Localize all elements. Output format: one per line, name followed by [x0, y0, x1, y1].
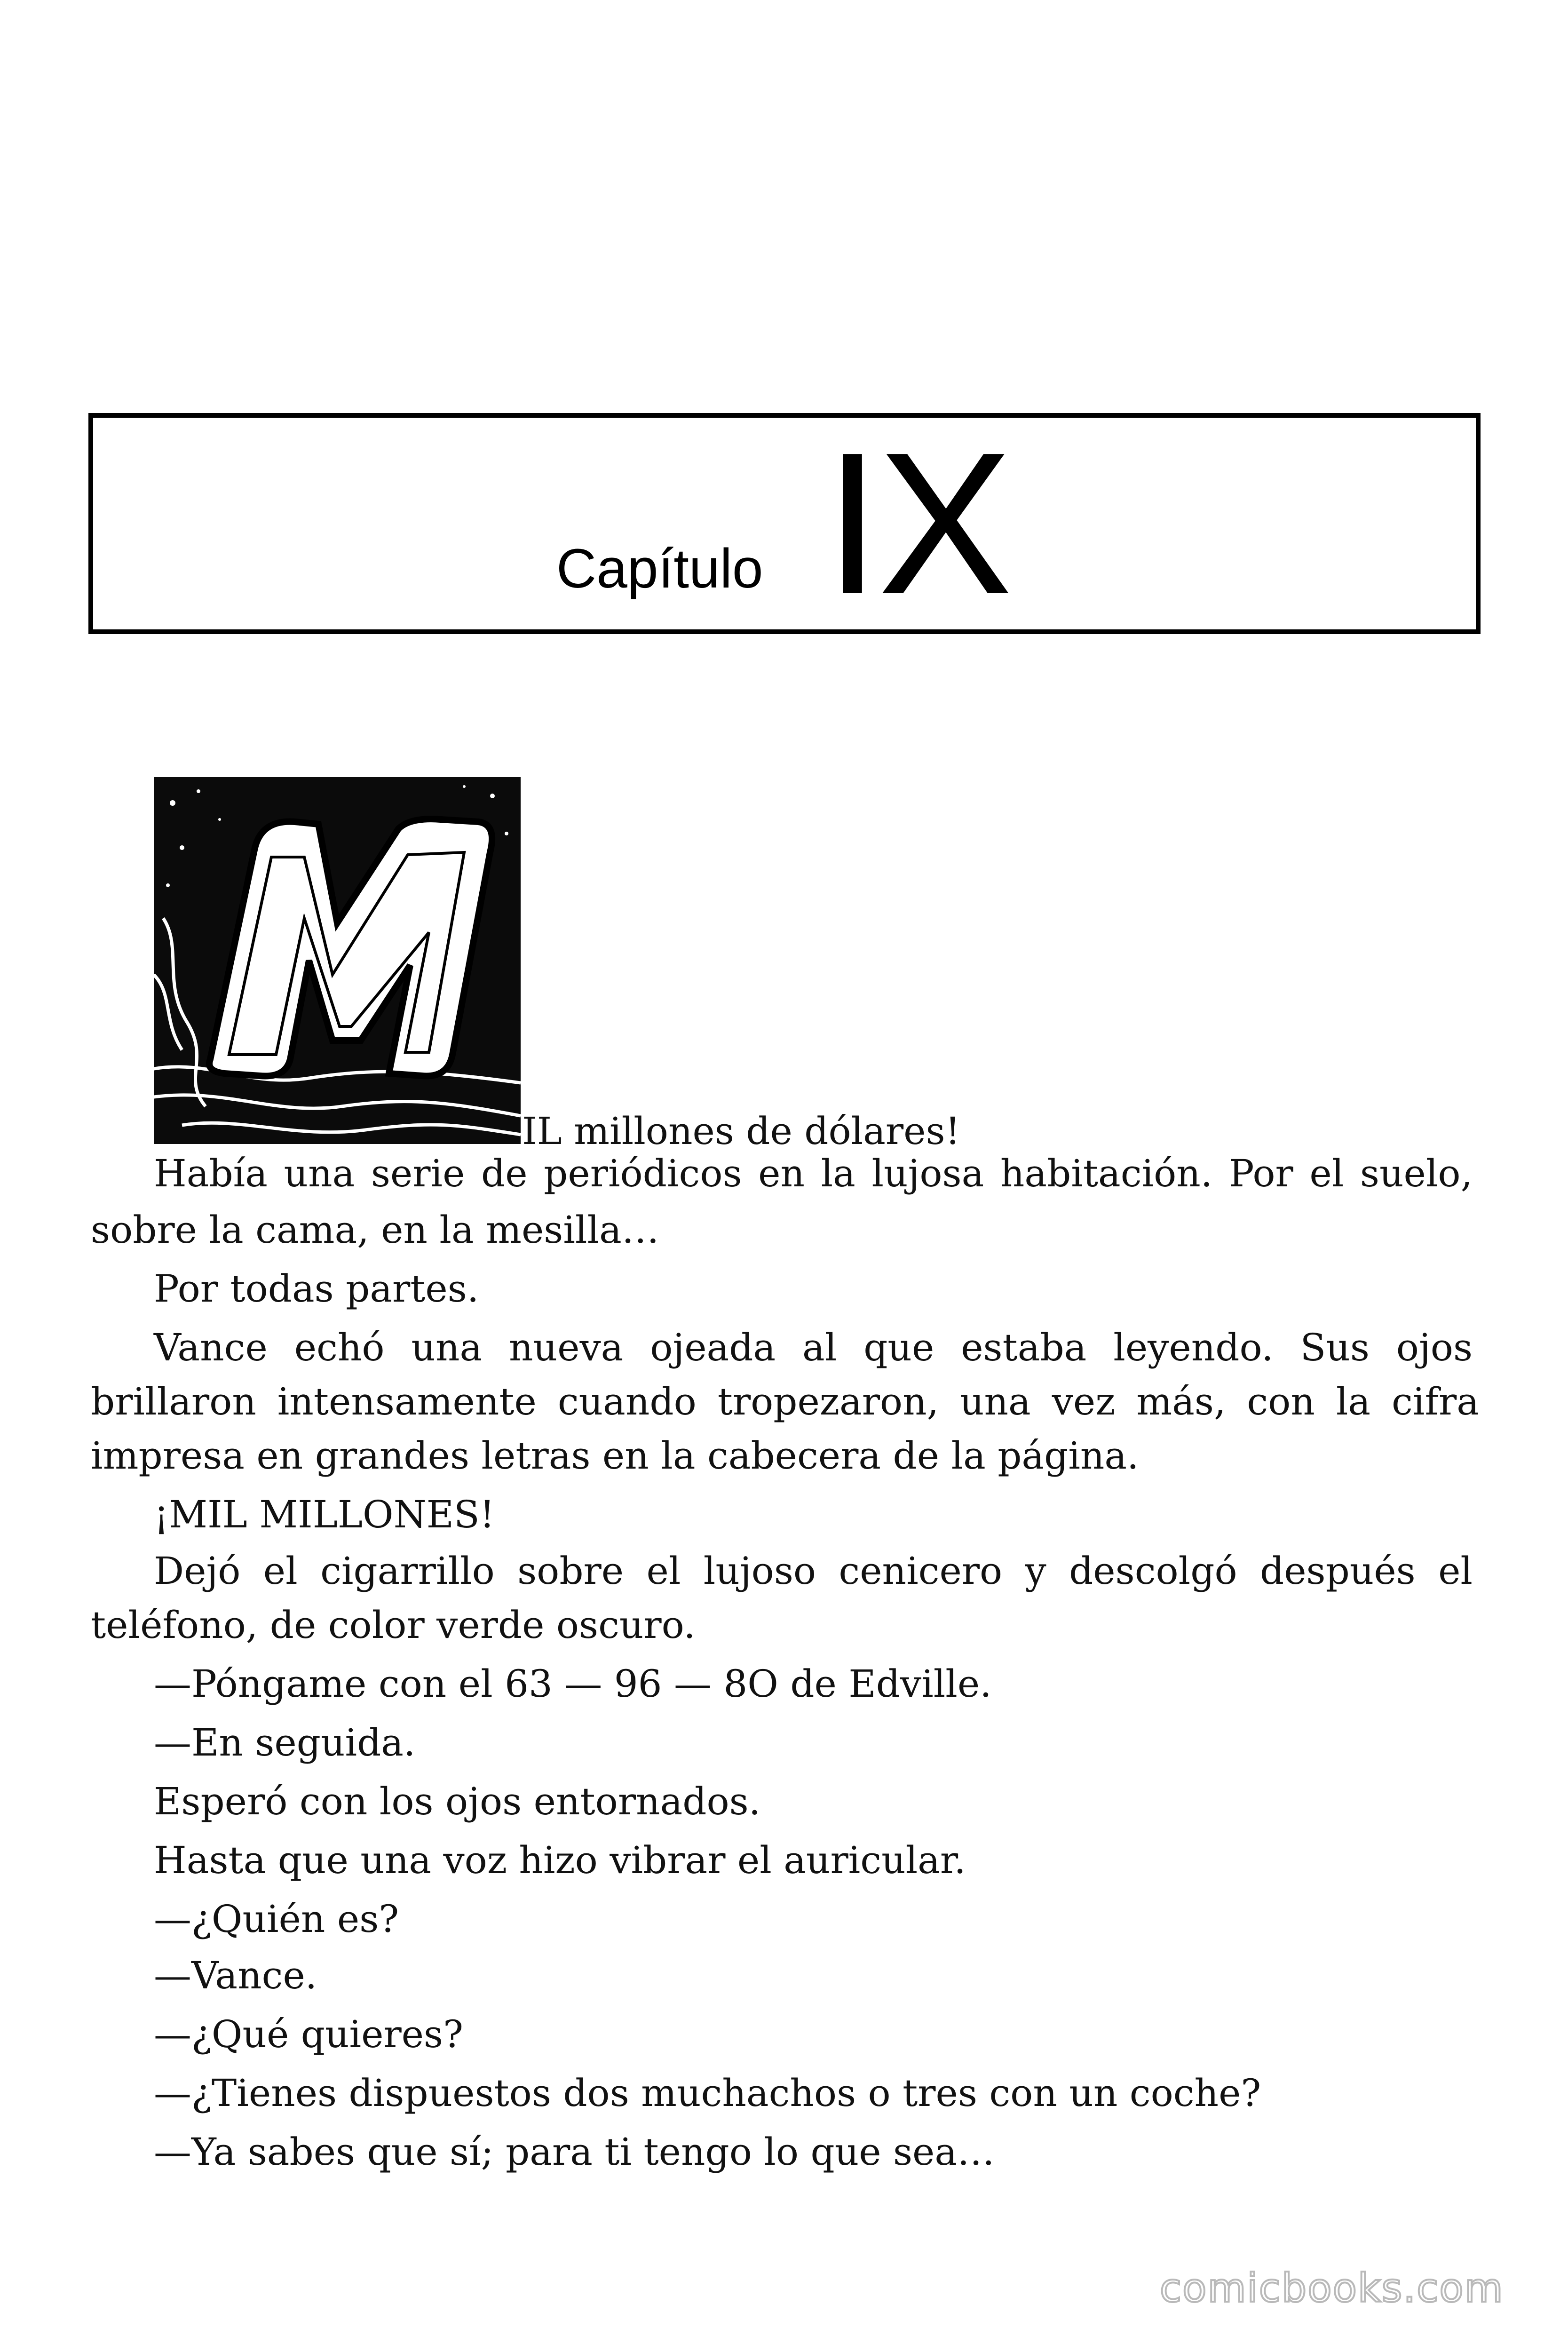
text-line-17: —¿Qué quieres? — [154, 2012, 463, 2056]
text-line-4: Por todas partes. — [154, 1267, 479, 1311]
text-line-9: Dejó el cigarrillo sobre el lujoso cenicero y descolgó después el — [154, 1549, 1473, 1593]
text-line-18: —¿Tienes dispuestos dos muchachos o tres con un coche? — [154, 2071, 1261, 2115]
text-line-2: Había una serie de periódicos en la lujosa habitación. Por el suelo, — [154, 1152, 1473, 1195]
text-line-19: —Ya sabes que sí; para ti tengo lo que sea… — [154, 2130, 995, 2174]
text-line-1: IL millones de dólares! — [522, 1109, 960, 1153]
text-line-14: Hasta que una voz hizo vibrar el auricular. — [154, 1838, 966, 1882]
text-line-7: impresa en grandes letras en la cabecera de la página. — [91, 1434, 1139, 1478]
text-line-16: —Vance. — [154, 1954, 317, 1997]
text-line-10: teléfono, de color verde oscuro. — [91, 1603, 696, 1647]
text-line-8: ¡MIL MILLONES! — [154, 1493, 495, 1536]
dropcap-illustration — [154, 777, 521, 1144]
text-line-5: Vance echó una nueva ojeada al que estaba leyendo. Sus ojos — [154, 1326, 1473, 1369]
text-line-11: —Póngame con el 63 — 96 — 8O de Edville. — [154, 1662, 992, 1706]
chapter-word: Capítulo — [556, 538, 763, 600]
text-line-13: Esperó con los ojos entornados. — [154, 1780, 761, 1823]
text-line-12: —En seguida. — [154, 1721, 416, 1764]
watermark: comicbooks.com — [1160, 2265, 1504, 2311]
text-line-3: sobre la cama, en la mesilla… — [91, 1208, 659, 1252]
chapter-heading-box — [88, 413, 1481, 634]
chapter-number: IX — [824, 411, 1010, 636]
text-line-6: brillaron intensamente cuando tropezaron, una vez más, con la cifra — [91, 1380, 1479, 1423]
text-line-15: —¿Quién es? — [154, 1897, 399, 1941]
